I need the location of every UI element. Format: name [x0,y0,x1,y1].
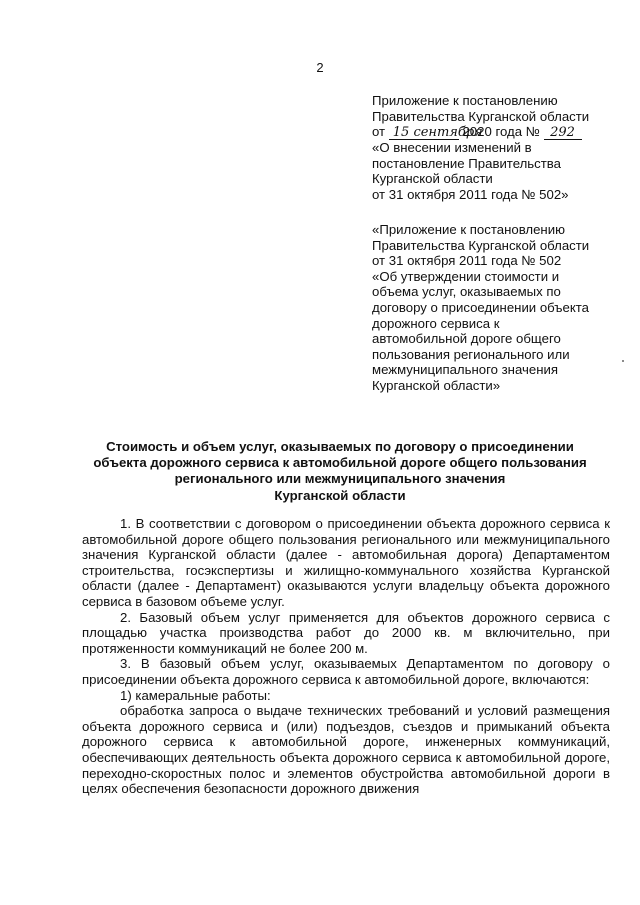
appendix-current-line-6: Курганской области [372,171,493,187]
appendix-original-line: от 31 октября 2011 года № 502 [372,253,562,269]
appendix-original-line: дорожного сервиса к [372,315,500,331]
paragraph-5: обработка запроса о выдаче технических требований и условий размещения объекта дорожного сервиса и (или) подъездов, съездов и примыканий объекта дорожного сервиса к автомобильной дороге, инженерных коммуникаций, обеспечивающих деятельность объекта дорожного сервиса к автомобильной дороге, переходно-скоростных полос и элементов обустройства автомобильной дороги в целях обеспечения безопасности дорожного движения [82,703,610,797]
appendix-original-block [372,222,612,394]
scan-speck [622,360,624,362]
appendix-original-line: договору о присоединении объекта [372,299,590,315]
appendix-current-date-line [372,124,612,140]
title-line: Курганской области [274,487,406,503]
paragraph-4: 1) камеральные работы: [120,687,271,703]
date-year: 2020 года № [462,124,540,140]
appendix-current-line-4: «О внесении изменений в [372,140,532,156]
appendix-original-line: пользования регионального или [372,346,570,362]
paragraph-2: 2. Базовый объем услуг применяется для объектов дорожного сервиса с площадью участка производства работ до 2000 кв. м включительно, при протяженности коммуникаций не более 200 м. [82,609,610,656]
appendix-current-line-7: от 31 октября 2011 года № 502» [372,186,569,202]
date-prefix: от [372,124,386,140]
handwritten-number: 292 [544,126,582,140]
paragraph-3: 3. В базовый объем услуг, оказываемых Департаментом по договору о присоединении объекта дорожного сервиса к автомобильной дороге, включаются: [82,656,610,687]
appendix-current-line-1: Приложение к постановлению [372,93,558,108]
title-line: объекта дорожного сервиса к автомобильной дороге общего пользования [93,455,587,471]
appendix-original-line: Курганской области» [372,377,501,393]
appendix-current-line-5: постановление Правительства [372,155,561,171]
handwritten-date: 15 сентября [389,126,459,140]
appendix-original-line: автомобильной дороге общего [372,331,561,347]
appendix-original-line: Правительства Курганской области [372,237,590,253]
appendix-current-line-2: Правительства Курганской области [372,108,590,124]
title-line: Стоимость и объем услуг, оказываемых по договору о присоединении [106,439,574,454]
appendix-original-line: «Об утверждении стоимости и [372,268,560,284]
paragraph-1: 1. В соответствии с договором о присоединении объекта дорожного сервиса к автомобильной дороге общего пользования регионального или межмуниципального значения Курганской области (далее - автомобильная дорога) Департаментом строительства, госэкспертизы и жилищно-коммунального хозяйства Курганской области (далее - Департамент) оказываются услуги владельцу объекта дорожного сервиса в базовом объеме услуг. [82,516,610,609]
appendix-original-line: межмуниципального значения [372,362,558,378]
appendix-original-line: объема услуг, оказываемых по [372,284,561,300]
page-number: 2 [316,60,324,75]
appendix-original-line: «Приложение к постановлению [372,222,565,237]
document-body [82,516,610,797]
title-line: регионального или межмуниципального значения [174,471,506,487]
document-title [70,439,610,504]
appendix-current-block [372,93,612,203]
